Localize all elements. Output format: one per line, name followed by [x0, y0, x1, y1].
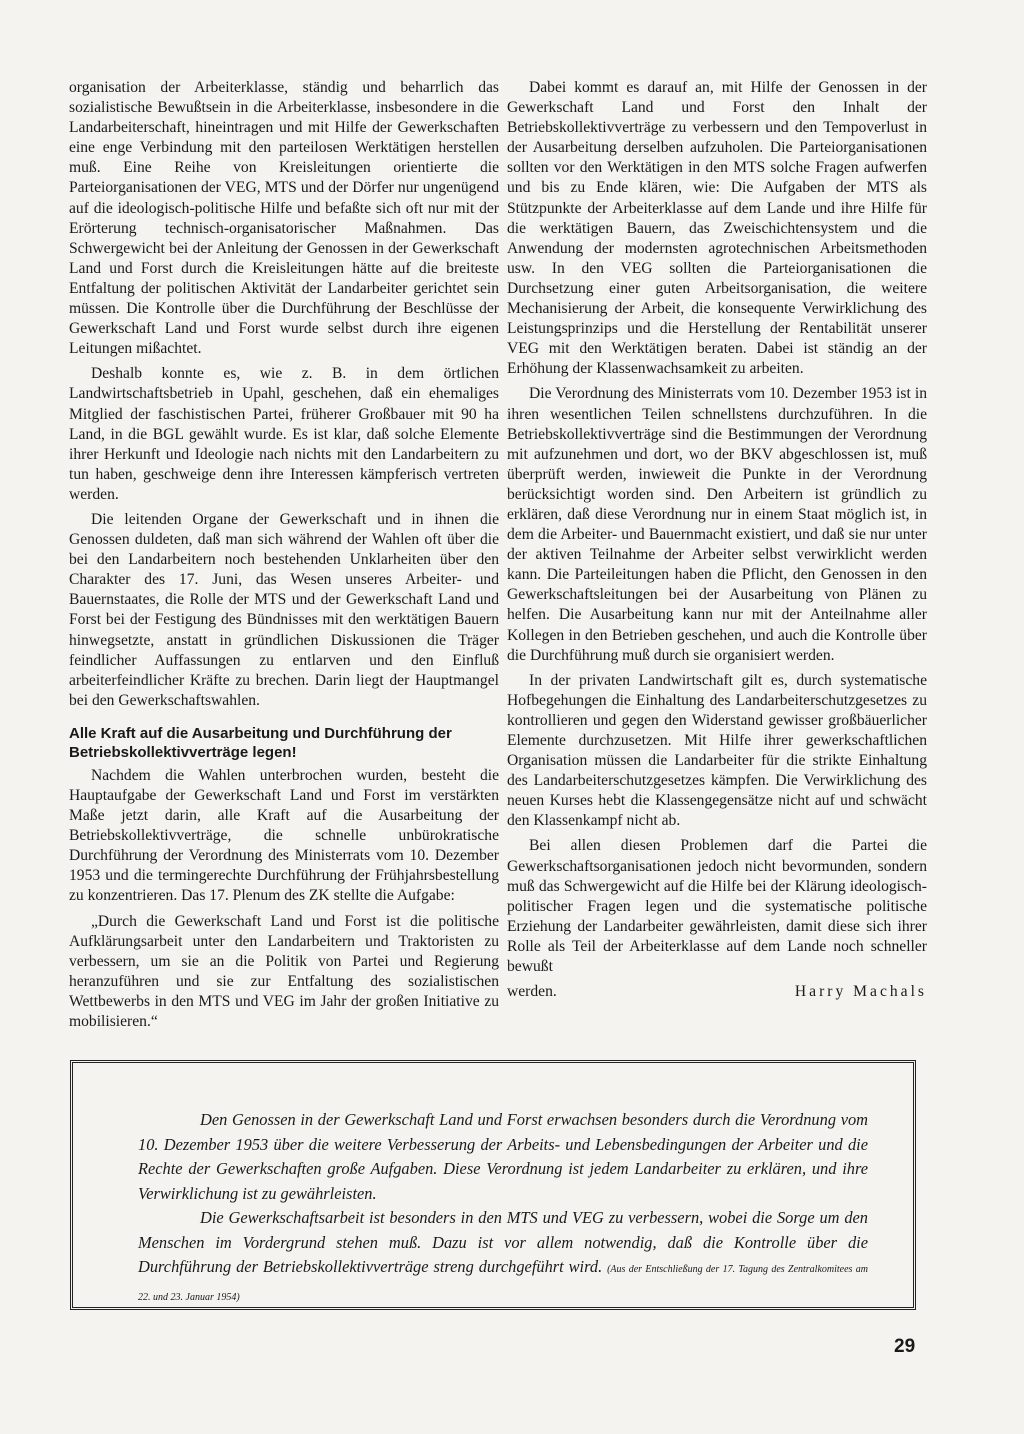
paragraph: Nachdem die Wahlen unterbrochen wurden, besteht die Hauptaufgabe der Gewerkschaft Land und Forst im verstärkten Maße jetzt darin, alle Kraft auf die Ausarbeitung der Betriebskollektivverträge, die schnelle unbürokratische Durchführung der Verordnung des Ministerrats vom 10. Dezember 1953 und die termingerechte Durchführung der Frühjahrsbestellung zu konzentrieren. Das 17. Plenum des ZK stellte die Aufgabe:	[69, 766, 499, 905]
page-number: 29	[894, 1336, 916, 1357]
quote-box-paragraph: Den Genossen in der Gewerkschaft Land und Forst erwachsen besonders durch die Verordnung vom 10. Dezember 1953 über die weitere Verbesserung der Arbeits- und Lebensbedingungen der Arbeiter und die Rechte der Gewerkschaften große Aufgaben. Diese Verordnung ist jedem Landarbeiter zu erklären, und ihre Verwirklichung ist zu gewährleisten.	[138, 1110, 868, 1203]
signoff-line	[507, 982, 927, 1002]
paragraph: Dabei kommt es darauf an, mit Hilfe der Genossen in der Gewerkschaft Land und Forst den Inhalt der Betriebskollektivverträge zu verbessern und den Tempoverlust in der Ausarbeitung derselben aufzuholen. Die Parteiorganisationen sollten vor den Werktätigen in den MTS solche Fragen aufwerfen und bis zu Ende klären, wie: Die Aufgaben der MTS als Stützpunkte der Arbeiterklasse auf dem Lande und ihre Hilfe für die werktätigen Bauern, das Zweischichtensystem und die Anwendung der modernsten agrotechnischen Arbeitsmethoden usw. In den VEG sollten die Parteiorganisationen die Durchsetzung einer guten Arbeitsorganisation, die weitere Mechanisierung der Arbeit, die konsequente Verwirklichung des Leistungsprinzips und die Herstellung der Rentabilität unserer VEG mit den Werktätigen beraten. Dabei ist ständig an der Erhöhung der Klassenwachsamkeit zu arbeiten.	[507, 79, 927, 378]
paragraph-end: werden.	[507, 983, 557, 1001]
section-heading: Alle Kraft auf die Ausarbeitung und Durchführung der Betriebskollektivverträge legen!	[69, 724, 452, 761]
paragraph: Die leitenden Organe der Gewerkschaft und in ihnen die Genossen duldeten, daß man sich während der Wahlen oft über die bei den Landarbeitern noch bestehenden Unklarheiten über den Charakter des 17. Juni, das Wesen unseres Arbeiter- und Bauernstaates, die Rolle der MTS und der Gewerkschaft Land und Forst bei der Festigung des Bündnisses mit den werktätigen Bauern hinwegsetzte, anstatt in gründlichen Diskussionen die Träger feindlicher Auffassungen zu entlarven und den Einfluß arbeiterfeindlicher Kräfte zu brechen. Darin liegt der Hauptmangel bei den Gewerkschaftswahlen.	[69, 510, 499, 709]
quote-box-paragraph-text: Die Gewerkschaftsarbeit ist besonders in den MTS und VEG zu verbessern, wobei die Sorge um den Menschen im Vordergrund stehen muß. Dazu ist vor allem notwendig, daß die Kontrolle über die Durchführung der Betriebskollektivverträge streng durchgeführt wird.	[138, 1208, 868, 1276]
quote-box-text	[138, 1108, 868, 1310]
quote-source: (Aus der Entschließung der 17. Tagung des Zentralkomitees am 22. und 23. Januar 1954)	[138, 1264, 868, 1303]
paragraph: Bei allen diesen Problemen darf die Partei die Gewerkschaftsorganisationen jedoch nicht bevormunden, sondern muß das Schwergewicht auf die Hilfe bei der Klärung ideologisch-politischer Fragen legen und die systematische politische Erziehung der Landarbeiter gewährleisten, damit diese sich ihrer Rolle als Teil der Arbeiterklasse auf dem Lande noch schneller bewußt	[507, 837, 927, 976]
paragraph: organisation der Arbeiterklasse, ständig und beharrlich das sozialistische Bewußtsein in die Arbeiterklasse, insbesondere in die Landarbeiterschaft, hineintragen und mit Hilfe der Gewerkschaften eine enge Verbindung mit den parteilosen Werktätigen herstellen muß. Eine Reihe von Kreisleitungen orientierte die Parteiorganisationen der VEG, MTS und der Dörfer nur ungenügend auf die ideologisch-politische Hilfe und befaßte sich oft nur mit der Erörterung technisch-organisatorischer Maßnahmen. Das Schwergewicht bei der Anleitung der Genossen in der Gewerkschaft Land und Forst durch die Kreisleitungen hätte auf die breiteste Entfaltung der politischen Aktivität der Landarbeiter gerichtet sein müssen. Die Kontrolle über die Durchführung der Beschlüsse der Gewerkschaft Land und Forst wurde selbst durch ihre eigenen Leitungen mißachtet.	[69, 79, 499, 358]
quote-box-paragraph	[138, 1206, 868, 1310]
left-column	[69, 78, 499, 1037]
paragraph: Deshalb konnte es, wie z. B. in dem örtlichen Landwirtschaftsbetrieb in Upahl, geschehen, daß ein ehemaliges Mitglied der faschistischen Partei, früherer Großbauer mit 90 ha Land, in die BGL gewählt wurde. Es ist klar, daß solche Elemente ihrer Herkunft und Ideologie nach nichts mit den Landarbeitern zu tun haben, geschweige denn ihre Interessen kämpferisch vertreten werden.	[69, 365, 499, 503]
quote-box	[70, 1060, 916, 1310]
right-column	[507, 78, 927, 1002]
paragraph: In der privaten Landwirtschaft gilt es, durch systematische Hofbegehungen die Einhaltung des Landarbeiterschutzgesetzes zu kontrollieren und gegen den Widerstand gewisser großbäuerlicher Elemente durchzusetzen. Mit Hilfe ihrer gewerkschaftlichen Organisation müssen die Landarbeiter für die strikte Einhaltung des Landarbeiterschutzgesetzes kämpfen. Die Verwirklichung des neuen Kurses hebt die Klassengegensätze nicht auf und schwächt den Klassenkampf nicht ab.	[507, 671, 927, 830]
paragraph: Die Verordnung des Ministerrats vom 10. Dezember 1953 ist in ihren wesentlichen Teilen schnellstens durchzuführen. In die Betriebskollektivverträge sind die Bestimmungen der Verordnung mit aufzunehmen und dort, wo der BKV abgeschlossen ist, muß überprüft werden, inwieweit die Punkte in der Verordnung berücksichtigt worden sind. Den Arbeitern ist gründlich zu erklären, daß diese Verordnung nur in einem Staat möglich ist, in dem die Arbeiter- und Bauernmacht existiert, und daß sie nur unter der aktiven Teilnahme der Arbeiter selbst verwirklicht werden kann. Die Parteileitungen haben die Pflicht, den Genossen in den Gewerkschaftsleitungen bei der Ausarbeitung von Plänen zu helfen. Die Ausarbeitung kann nur mit der Anteilnahme aller Kollegen in den Betrieben geschehen, und auch die Kontrolle über die Durchführung muß durch sie organisiert werden.	[507, 385, 927, 664]
quote-paragraph: „Durch die Gewerkschaft Land und Forst ist die politische Aufklärungsarbeit unter den Landarbeitern und Traktoristen zu verbessern, um sie an die Politik von Partei und Regierung heranzuführen und sie zur Entfaltung des sozialistischen Wettbewerbs in den MTS und VEG im Jahr der großen Initiative zu mobilisieren.“	[69, 912, 499, 1031]
author-name: Harry Machals	[794, 983, 927, 1001]
